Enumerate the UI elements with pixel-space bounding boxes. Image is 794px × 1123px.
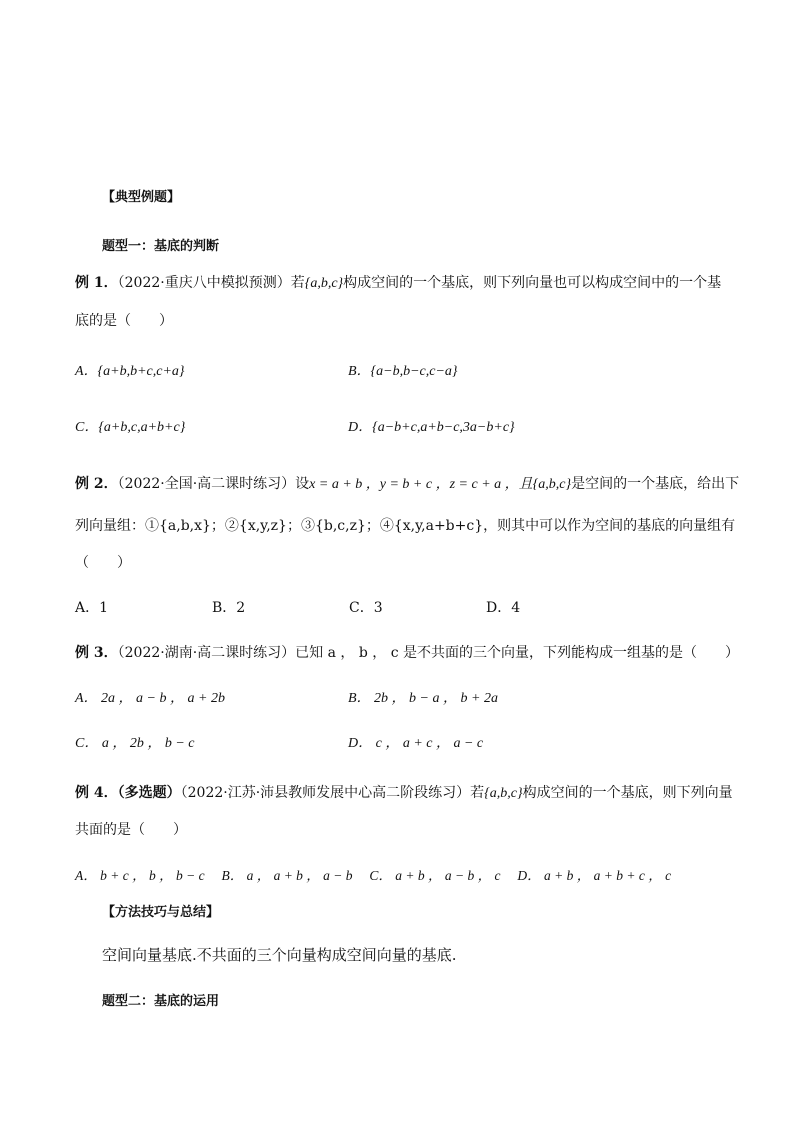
example-2-option-a: A．1 <box>75 600 109 616</box>
example-3-option-b: B． 2b ， b − a ， b + 2a <box>348 691 498 706</box>
example-2-option-d: D．4 <box>486 600 521 616</box>
example-4-stem <box>75 786 733 801</box>
example-3-label: 例 3． <box>75 645 118 661</box>
example-1-basis: {a,b,c} <box>304 276 344 291</box>
example-1-option-a: A．{a+b,b+c,c+a} <box>75 364 185 379</box>
example-1-option-b: B．{a−b,b−c,c−a} <box>348 364 458 379</box>
example-2-label: 例 2． <box>75 476 118 492</box>
example-2-defs: x = a + b ，y = b + c ，z = c + a ，且 <box>309 477 533 492</box>
example-4-stem-tail: 构成空间的一个基底，则下列向量 <box>522 785 733 801</box>
example-1-option-d: D．{a−b+c,a+b−c,3a−b+c} <box>348 420 515 435</box>
example-3-stem <box>75 646 739 660</box>
example-4-source: （2022·江苏·沛县教师发展中心高二阶段练习）若 <box>180 785 485 801</box>
example-2-line2: 列向量组：①{a,b,x}；②{x,y,z}；③{b,c,z}；④{x,y,a+b+c}，则其中可以作为空间的基底的向量组有 <box>75 518 736 534</box>
example-3-text: （2022·湖南·高二课时练习）已知 a ， b ， c 是不共面的三个向量，下列能构成一组基的是（ ） <box>117 645 740 661</box>
example-4-label: 例 4．（多选题） <box>75 785 181 801</box>
example-1-stem <box>75 276 721 291</box>
example-4-basis: {a,b,c} <box>484 786 523 801</box>
section-header: 【典型例题】 <box>102 190 181 205</box>
example-3-option-a: A． 2a ， a − b ， a + 2b <box>75 691 225 706</box>
example-1-label: 例 1． <box>75 275 118 291</box>
example-2-source: （2022·全国·高二课时练习）设 <box>117 476 310 492</box>
example-1-source: （2022·重庆八中模拟预测）若 <box>117 275 305 291</box>
example-1-stem-tail: 构成空间的一个基底，则下列向量也可以构成空间中的一个基 <box>343 275 722 291</box>
example-2-option-c: C．3 <box>349 600 383 616</box>
example-2-stem-tail: 是空间的一个基底，给出下 <box>571 476 740 492</box>
example-2-stem <box>75 477 739 492</box>
example-4-options: A． b + c ， b ， b − c B． a ， a + b ， a − b C． a + b ， a − b ， c D． a + b ， a + b + c ， c <box>75 868 672 883</box>
method-text: 空间向量基底.不共面的三个向量构成空间向量的基底. <box>102 946 457 964</box>
example-2-option-b: B．2 <box>212 600 246 616</box>
type1-title: 题型一：基底的判断 <box>102 239 220 254</box>
example-3-option-c: C． a ， 2b ， b − c <box>75 736 195 751</box>
example-1-stem-line2: 底的是（ ） <box>75 313 173 329</box>
example-3-option-d: D． c ， a + c ， a − c <box>348 736 484 751</box>
example-2-basis: {a,b,c} <box>532 477 572 492</box>
type2-title: 题型二：基底的运用 <box>102 994 220 1009</box>
example-2-line3: （ ） <box>75 555 131 571</box>
method-header: 【方法技巧与总结】 <box>102 905 220 920</box>
example-1-option-c: C．{a+b,c,a+b+c} <box>75 420 186 435</box>
example-4-stem-line2: 共面的是（ ） <box>75 822 187 838</box>
